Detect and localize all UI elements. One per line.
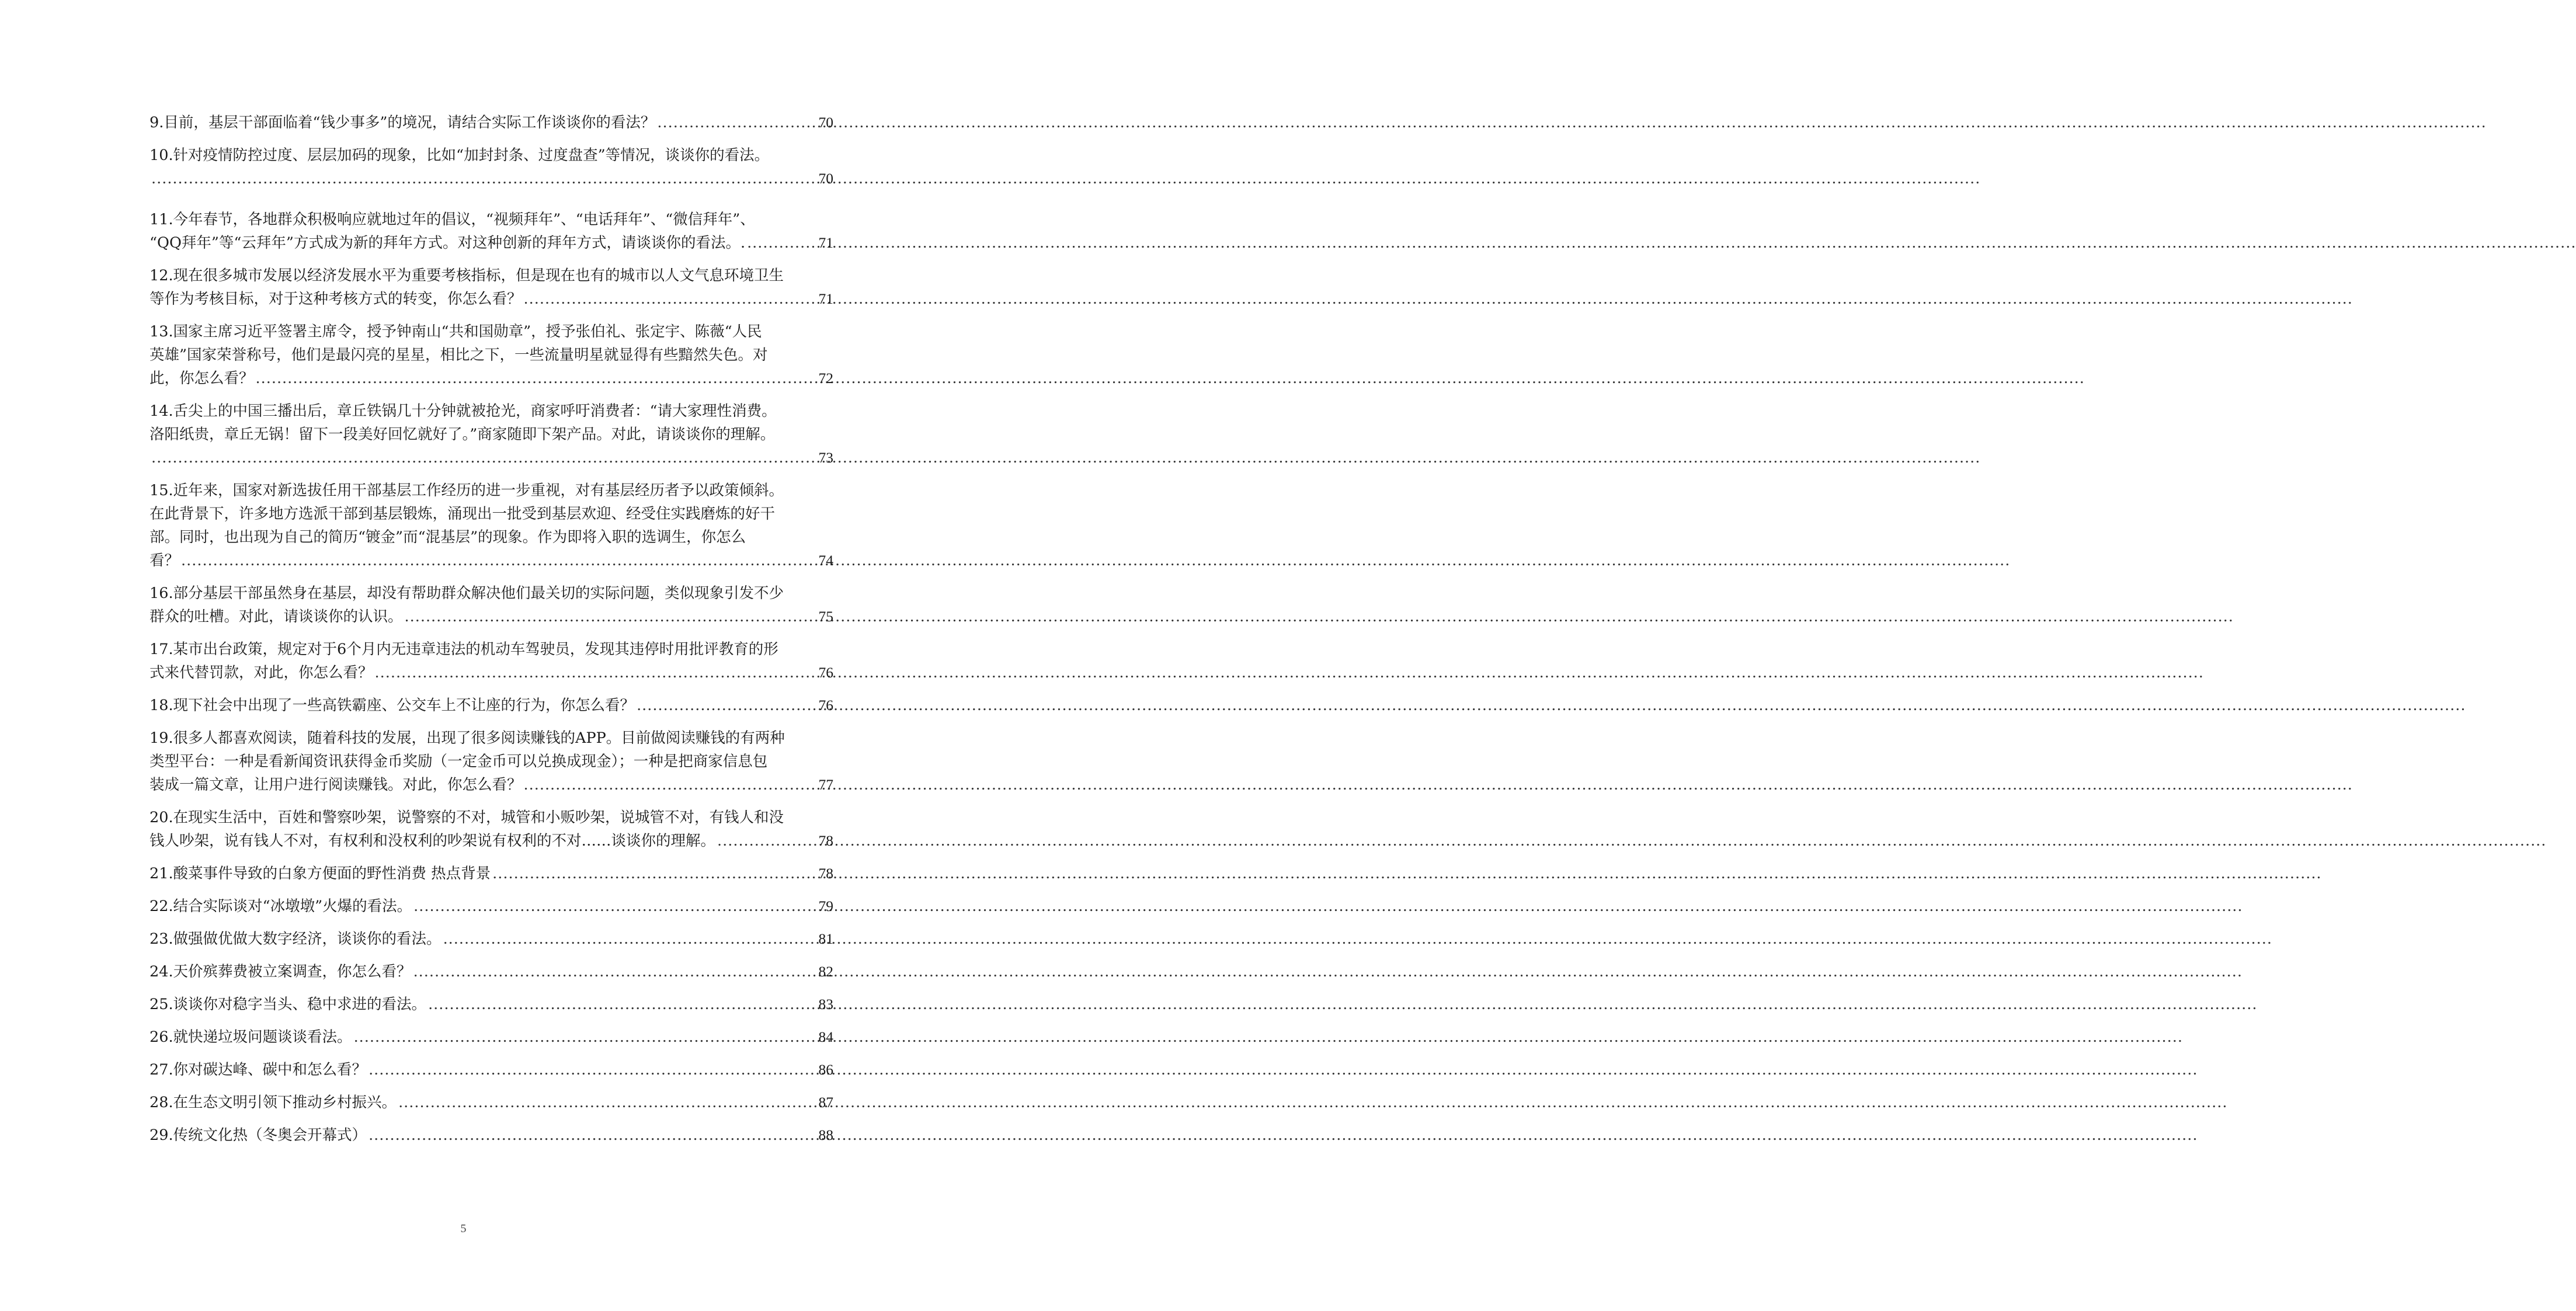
toc-page-number: 82 — [818, 963, 833, 980]
toc-entry-line — [150, 367, 833, 390]
dot-leader — [717, 829, 816, 853]
dot-leader — [369, 1124, 816, 1147]
toc-entry-text: 28.在生态文明引领下推动乡村振兴。 — [150, 1094, 397, 1111]
toc-entry-line — [150, 231, 833, 255]
toc-entry[interactable] — [150, 993, 833, 1016]
toc-entry-text: 18.现下社会中出现了一些高铁霸座、公交车上不让座的行为，你怎么看？ — [150, 697, 635, 714]
toc-entry-line — [150, 549, 833, 572]
toc-entry-line — [150, 343, 833, 367]
toc-entry-text: 17.某市出台政策，规定对于6个月内无违章违法的机动车驾驶员，发现其违停时用批评教育的形 — [150, 641, 778, 658]
toc-entry-line — [150, 1025, 833, 1049]
dot-leader — [151, 167, 817, 190]
toc-entry-line — [150, 167, 833, 190]
toc-entry-line — [150, 605, 833, 628]
toc-entry-text: 看？ — [150, 552, 180, 569]
toc-entry[interactable] — [150, 208, 833, 255]
dot-leader — [181, 549, 816, 572]
toc-entry-text: 27.你对碳达峰、碳中和怎么看？ — [150, 1061, 367, 1079]
toc-entry[interactable] — [150, 694, 833, 717]
toc-entry-text: 在此背景下，许多地方选派干部到基层锻炼，涌现出一批受到基层欢迎、经受住实践磨炼的好干 — [150, 505, 776, 523]
toc-entry-text: 19.很多人都喜欢阅读，随着科技的发展，出现了很多阅读赚钱的APP。目前做阅读赚钱的有两种 — [150, 729, 785, 747]
toc-entry-text: 20.在现实生活中，百姓和警察吵架，说警察的不对，城管和小贩吵架，说城管不对，有钱人和没 — [150, 809, 784, 826]
toc-page-number: 73 — [818, 449, 833, 466]
dot-leader — [524, 287, 817, 311]
toc-entry[interactable] — [150, 1058, 833, 1082]
toc-entry[interactable] — [150, 399, 833, 470]
dot-leader — [492, 862, 816, 885]
toc-entry-line — [150, 144, 833, 167]
toc-entry-text: 类型平台：一种是看新闻资讯获得金币奖励（一定金币可以兑换成现金）；一种是把商家信息包 — [150, 753, 768, 770]
toc-entry-text: 14.舌尖上的中国三播出后，章丘铁锅几十分钟就被抢光，商家呼吁消费者：“请大家理性消费。 — [150, 402, 777, 420]
dot-leader — [524, 773, 817, 797]
toc-entry-line — [150, 862, 833, 885]
toc-page-number: 86 — [818, 1061, 833, 1078]
dot-leader — [354, 1025, 817, 1049]
toc-page-number: 72 — [818, 370, 833, 387]
dot-leader — [413, 960, 817, 983]
toc-entry-line — [150, 287, 833, 311]
toc-entry-text: 23.做强做优做大数字经济，谈谈你的看法。 — [150, 930, 441, 948]
toc-entry-line — [150, 829, 833, 853]
toc-entry-text: 群众的吐槽。对此，请谈谈你的认识。 — [150, 608, 403, 625]
toc-entry-line — [150, 423, 833, 446]
toc-entry-line — [150, 208, 833, 231]
toc-entry-text: 25.谈谈你对稳字当头、稳中求进的看法。 — [150, 996, 427, 1013]
toc-entry-line — [150, 399, 833, 423]
toc-page-number: 70 — [818, 170, 833, 187]
toc-entry-line — [150, 638, 833, 661]
toc-entry-text: “QQ拜年”等“云拜年”方式成为新的拜年方式。对这种创新的拜年方式，请谈谈你的看法。. — [150, 234, 746, 252]
toc-page-number: 79 — [818, 898, 833, 914]
toc-entry-text: 式来代替罚款，对此，你怎么看？ — [150, 664, 373, 681]
toc-entry-line — [150, 526, 833, 549]
toc-entry[interactable] — [150, 479, 833, 572]
toc-page-number: 74 — [818, 552, 833, 569]
toc-page-number: 84 — [818, 1028, 833, 1045]
toc-page-number: 81 — [818, 930, 833, 947]
toc-entry-text: 29.传统文化热（冬奥会开幕式） — [150, 1126, 367, 1144]
dot-leader — [256, 367, 817, 390]
toc-entry-text: 13.国家主席习近平签署主席令，授予钟南山“共和国勋章”，授予张伯礼、张定宇、陈薇“人民 — [150, 323, 762, 340]
toc-entry-line — [150, 661, 833, 684]
toc-entry-text: 12.现在很多城市发展以经济发展水平为重要考核指标，但是现在也有的城市以人文气息环境卫生 — [150, 267, 784, 284]
toc-entry-line — [150, 1124, 833, 1147]
toc-entry[interactable] — [150, 320, 833, 390]
toc-entry-text: 此，你怎么看？ — [150, 370, 254, 387]
toc-entry-text: 24.天价殡葬费被立案调查，你怎么看？ — [150, 963, 412, 980]
toc-entry-text: 9.目前，基层干部面临着“钱少事多”的境况，请结合实际工作谈谈你的看法？ — [150, 114, 656, 131]
toc-entry-line — [150, 895, 833, 918]
toc-entry[interactable] — [150, 1124, 833, 1147]
toc-entry-text: 装成一篇文章，让用户进行阅读赚钱。对此，你怎么看？ — [150, 776, 522, 794]
toc-entry-text: 16.部分基层干部虽然身在基层，却没有帮助群众解决他们最关切的实际问题，类似现象引发不少 — [150, 585, 784, 602]
toc-page-number: 76 — [818, 697, 833, 714]
toc-entry-line — [150, 750, 833, 773]
toc-entry[interactable] — [150, 806, 833, 853]
toc-entry-text: 等作为考核目标，对于这种考核方式的转变，你怎么看？ — [150, 290, 522, 308]
toc-entry-line — [150, 1058, 833, 1082]
toc-entry[interactable] — [150, 726, 833, 797]
toc-entry-text: 钱人吵架，说有钱人不对，有权利和没权利的吵架说有权利的不对……谈谈你的理解。 — [150, 832, 716, 850]
toc-entry-line — [150, 1091, 833, 1114]
toc-entry-text: 15.近年来，国家对新选拔任用干部基层工作经历的进一步重视，对有基层经历者予以政策倾斜。 — [150, 482, 784, 499]
toc-entry[interactable] — [150, 638, 833, 684]
dot-leader — [151, 446, 817, 470]
dot-leader — [375, 661, 817, 684]
toc-entry[interactable] — [150, 1091, 833, 1114]
toc-page-number: 78 — [818, 832, 833, 849]
toc-page-number: 71 — [818, 234, 833, 251]
toc-entry[interactable] — [150, 862, 833, 885]
dot-leader — [428, 993, 816, 1016]
toc-entry[interactable] — [150, 582, 833, 628]
dot-leader — [747, 231, 816, 255]
page-number: 5 — [460, 1222, 467, 1235]
toc-entry[interactable] — [150, 111, 833, 134]
toc-entry-line — [150, 960, 833, 983]
dot-leader — [443, 927, 817, 951]
toc-entry-line — [150, 264, 833, 287]
toc-page-number: 75 — [818, 608, 833, 625]
toc-page-number: 88 — [818, 1126, 833, 1143]
toc-entry-text: 26.就快递垃圾问题谈谈看法。 — [150, 1028, 352, 1046]
dot-leader — [405, 605, 817, 628]
toc-page-number: 78 — [818, 865, 833, 882]
dot-leader — [398, 1091, 816, 1114]
toc-entry-text: 部。同时，也出现为自己的简历“镀金”而“混基层”的现象。作为即将入职的选调生，你怎么 — [150, 528, 746, 546]
toc-page-number: 70 — [818, 114, 833, 131]
toc-entry-text: 21.酸菜事件导致的白象方便面的野性消费 热点背景 — [150, 865, 491, 882]
toc-entry-line — [150, 446, 833, 470]
toc-page-number: 87 — [818, 1094, 833, 1111]
dot-leader — [369, 1058, 816, 1082]
toc-page-number: 71 — [818, 290, 833, 307]
toc-entry-text: 22.结合实际谈对“冰墩墩”火爆的看法。 — [150, 898, 412, 915]
toc-entry-line — [150, 111, 833, 134]
table-of-contents — [150, 111, 833, 1147]
toc-entry[interactable] — [150, 1025, 833, 1049]
toc-entry-line — [150, 502, 833, 526]
toc-entry-line — [150, 320, 833, 343]
toc-entry-line — [150, 927, 833, 951]
toc-entry-line — [150, 726, 833, 750]
toc-entry[interactable] — [150, 264, 833, 311]
toc-entry-text: 洛阳纸贵，章丘无锅！留下一段美好回忆就好了。”商家随即下架产品。对此，请谈谈你的理解。 — [150, 426, 776, 443]
toc-page-number: 76 — [818, 664, 833, 681]
toc-entry-line — [150, 993, 833, 1016]
toc-entry-text: 10.针对疫情防控过度、层层加码的现象，比如“加封封条、过度盘查”等情况，谈谈你的看法。 — [150, 147, 770, 164]
dot-leader — [413, 895, 816, 918]
toc-page-number: 83 — [818, 996, 833, 1013]
toc-entry-line — [150, 773, 833, 797]
toc-entry[interactable] — [150, 144, 833, 190]
toc-entry-line — [150, 479, 833, 502]
toc-entry-line — [150, 582, 833, 605]
toc-entry[interactable] — [150, 960, 833, 983]
toc-entry-line — [150, 694, 833, 717]
toc-page-number: 77 — [818, 776, 833, 793]
toc-entry-text: 11.今年春节，各地群众积极响应就地过年的倡议，“视频拜年”、“电话拜年”、“微信拜年”、 — [150, 211, 755, 228]
toc-entry[interactable] — [150, 927, 833, 951]
toc-entry-line — [150, 806, 833, 829]
toc-entry-text: 英雄”国家荣誉称号，他们是最闪亮的星星，相比之下，一些流量明星就显得有些黯然失色。对 — [150, 346, 768, 364]
dot-leader — [637, 694, 816, 717]
dot-leader — [657, 111, 816, 134]
toc-entry[interactable] — [150, 895, 833, 918]
